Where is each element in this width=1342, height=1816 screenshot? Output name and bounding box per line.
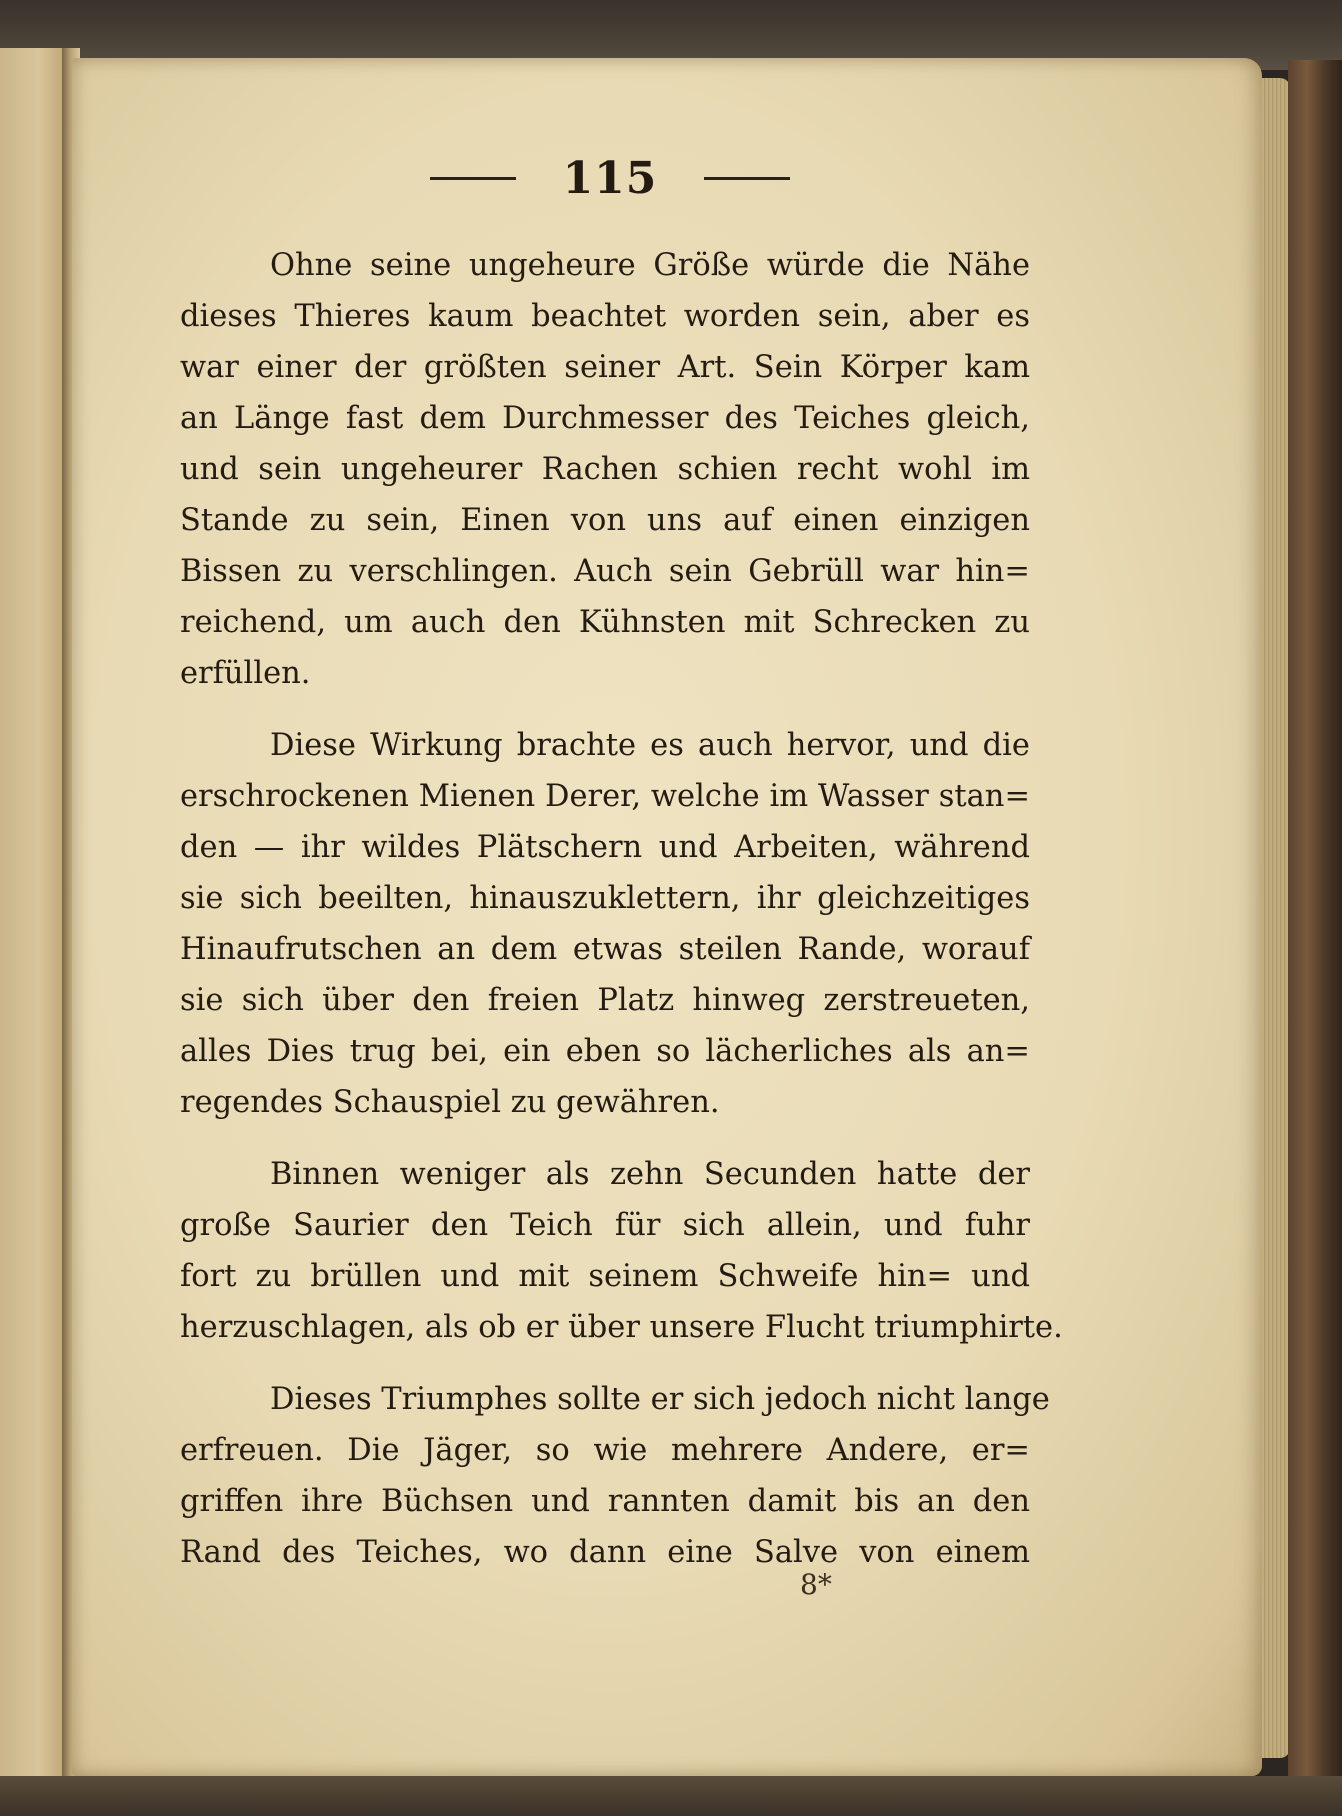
- text-line: erschrockenen Mienen Derer, welche im Wasser stan=: [180, 779, 1030, 814]
- text-line: und sein ungeheurer Rachen schien recht wohl im: [180, 452, 1030, 487]
- text-line: den — ihr wildes Plätschern und Arbeiten, während: [180, 830, 1030, 865]
- text-line: sie sich über den freien Platz hinweg zerstreueten,: [180, 983, 1030, 1018]
- text-line: erfreuen. Die Jäger, so wie mehrere Andere, er=: [180, 1433, 1030, 1468]
- text-line: regendes Schauspiel zu gewähren.: [180, 1085, 720, 1120]
- text-line: Dieses Triumphes sollte er sich jedoch nicht lange: [270, 1382, 1050, 1417]
- text-line: fort zu brüllen und mit seinem Schweife hin= und: [180, 1259, 1030, 1294]
- book-spine: [1288, 60, 1342, 1816]
- text-line: große Saurier den Teich für sich allein, und fuhr: [180, 1208, 1030, 1243]
- text-line: Diese Wirkung brachte es auch hervor, und die: [270, 728, 1030, 763]
- text-line: Hinaufrutschen an dem etwas steilen Rande, worauf: [180, 932, 1030, 967]
- book-cover-bottom: [0, 1776, 1342, 1816]
- header-rule-left: [430, 177, 516, 180]
- text-line: dieses Thieres kaum beachtet worden sein, aber es: [180, 299, 1030, 334]
- page-number: 115: [562, 152, 658, 204]
- text-line: Ohne seine ungeheure Größe würde die Nähe: [270, 248, 1030, 283]
- paragraph-2: [180, 720, 1030, 1128]
- text-line: war einer der größten seiner Art. Sein Körper kam: [180, 350, 1030, 385]
- text-line: erfüllen.: [180, 656, 311, 691]
- text-line: Stande zu sein, Einen von uns auf einen einzigen: [180, 503, 1030, 538]
- text-line: alles Dies trug bei, ein eben so lächerliches als an=: [180, 1034, 1030, 1069]
- page-header: [430, 148, 790, 208]
- body-text: [180, 240, 1063, 1599]
- text-line: an Länge fast dem Durchmesser des Teiches gleich,: [180, 401, 1030, 436]
- text-line: reichend, um auch den Kühnsten mit Schrecken zu: [180, 605, 1030, 640]
- text-line: griffen ihre Büchsen und rannten damit bis an den: [180, 1484, 1030, 1519]
- header-rule-right: [704, 177, 790, 180]
- text-line: Binnen weniger als zehn Secunden hatte der: [270, 1157, 1030, 1192]
- paragraph-4: [180, 1374, 1050, 1578]
- paragraph-1: [180, 240, 1030, 699]
- signature-mark: 8*: [800, 1568, 832, 1601]
- paragraph-3: [180, 1149, 1063, 1353]
- text-line: Rand des Teiches, wo dann eine Salve von einem: [180, 1535, 1030, 1570]
- text-line: Bissen zu verschlingen. Auch sein Gebrüll war hin=: [180, 554, 1030, 589]
- text-line: herzuschlagen, als ob er über unsere Flucht triumphirte.: [180, 1310, 1063, 1345]
- text-line: sie sich beeilten, hinauszuklettern, ihr gleichzeitiges: [180, 881, 1030, 916]
